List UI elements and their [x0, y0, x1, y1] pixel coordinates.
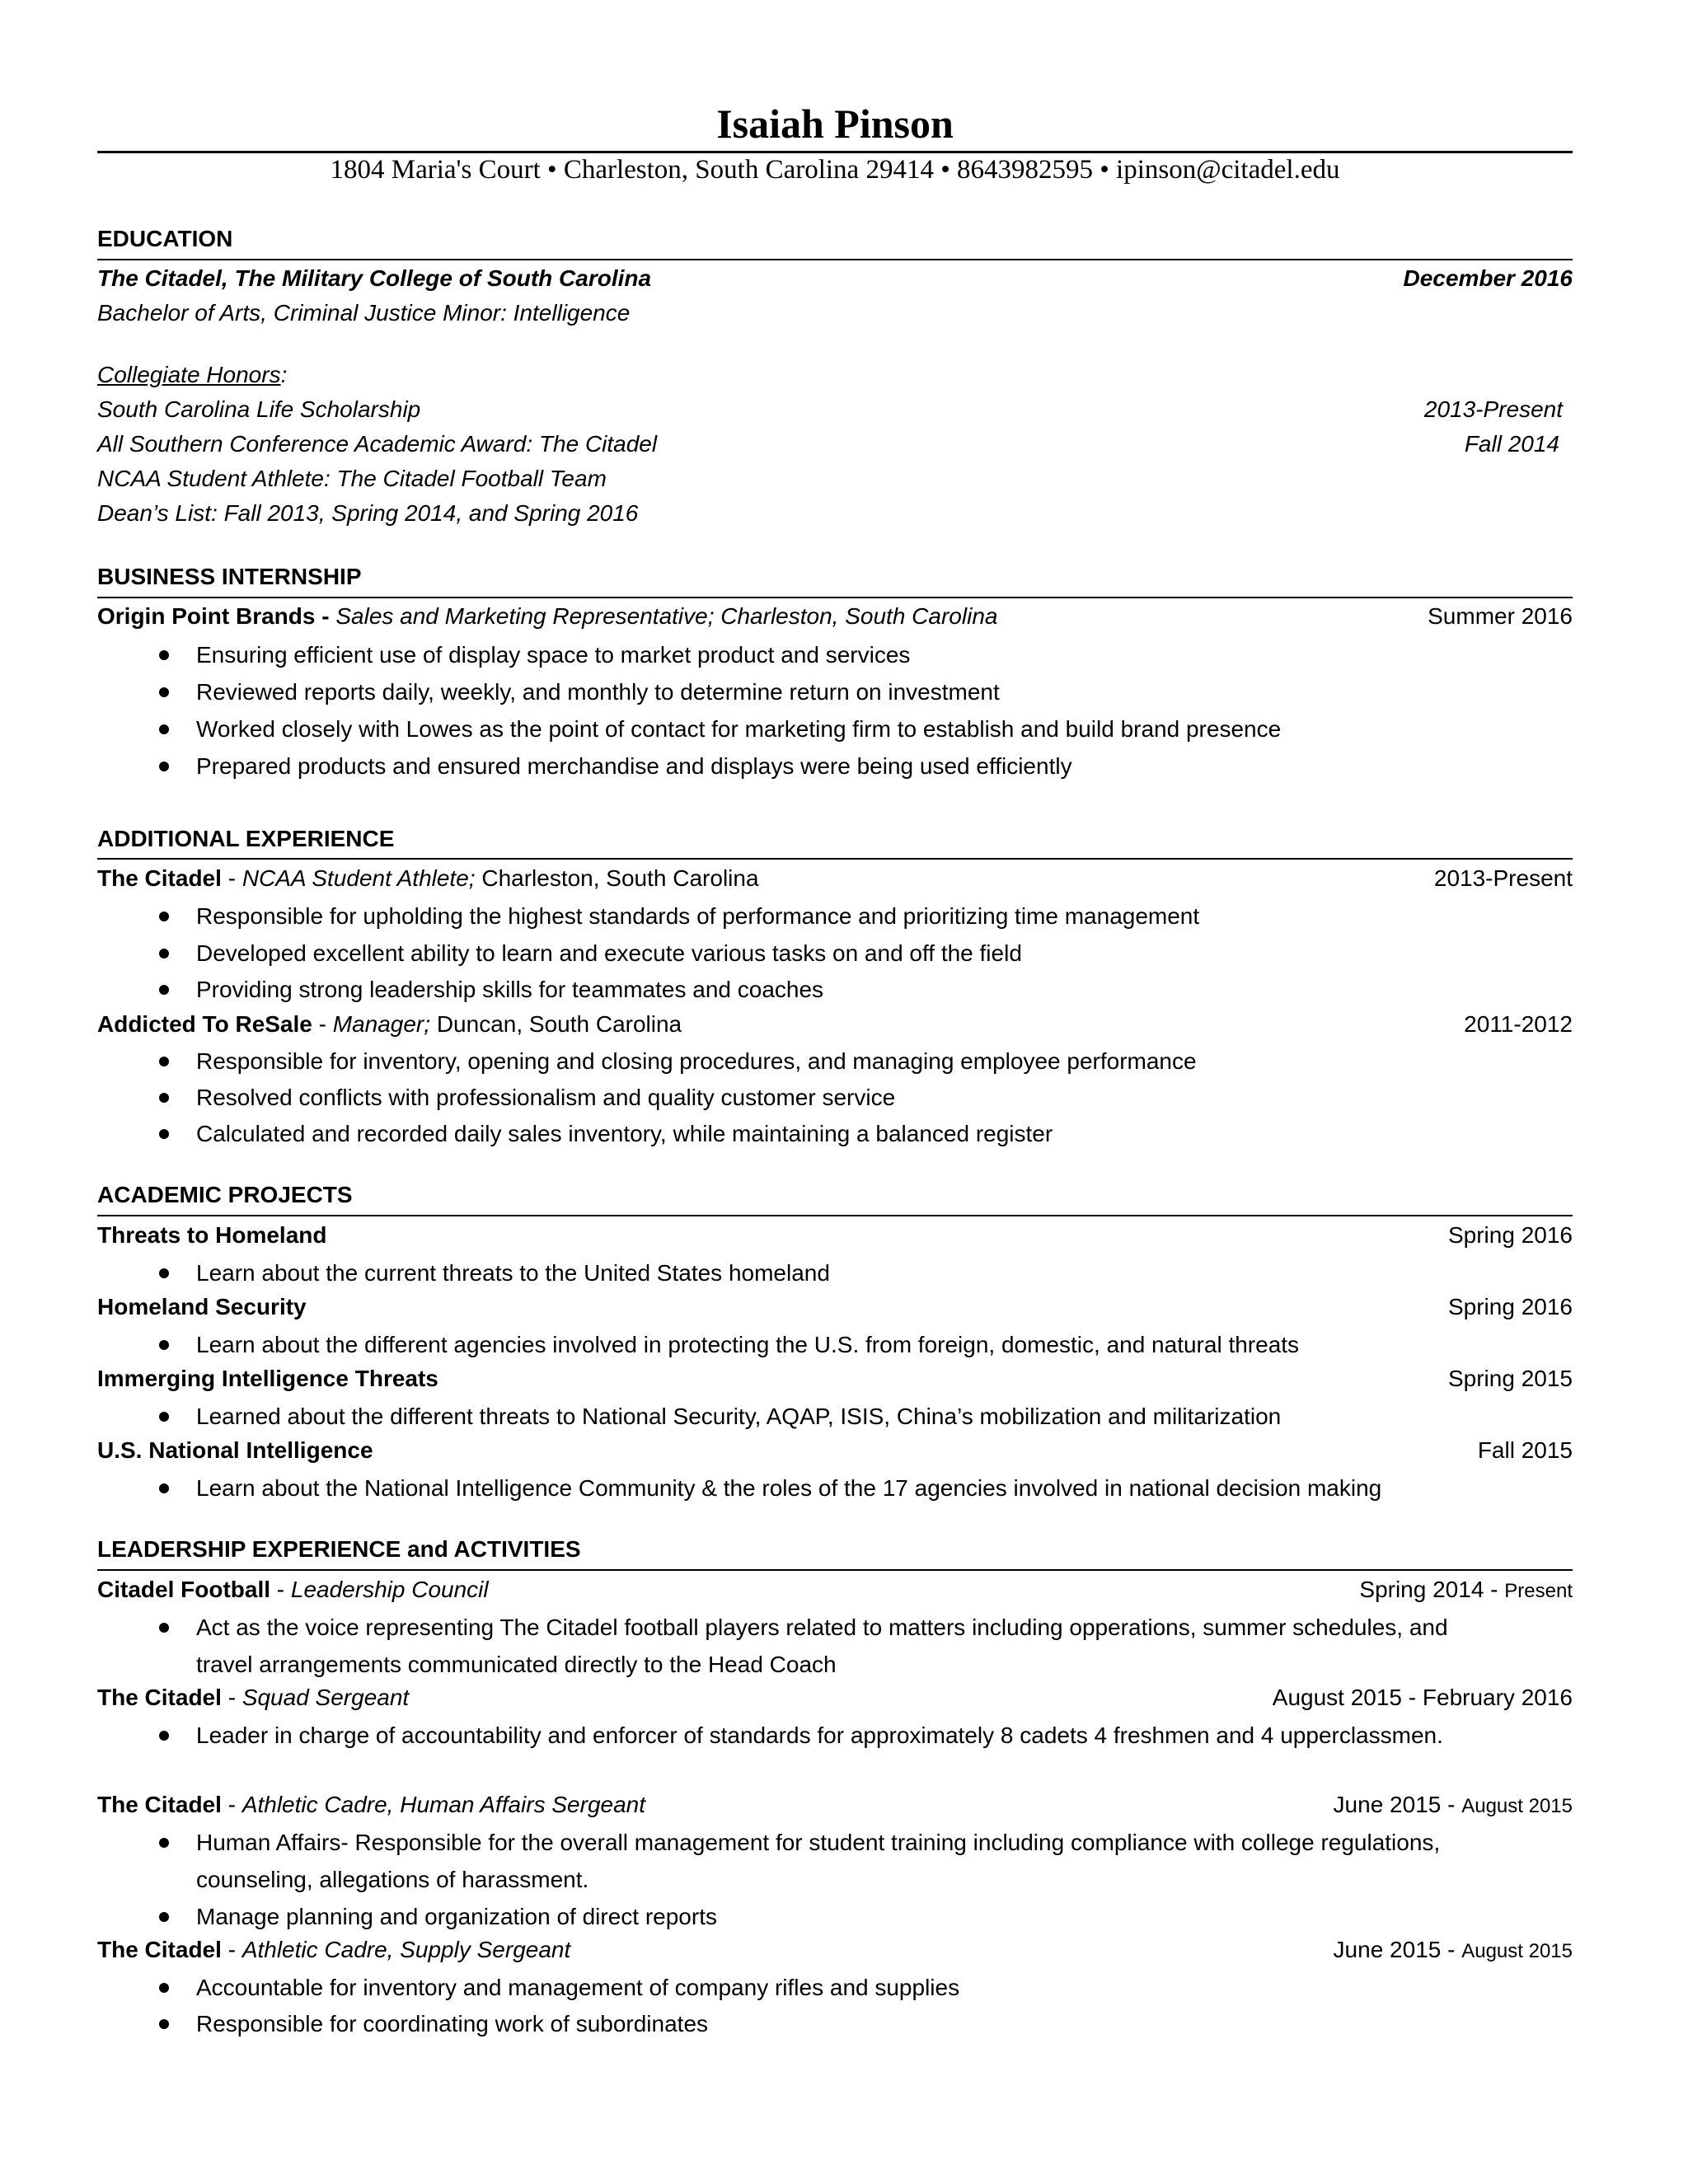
graduation-date: December 2016 [1403, 265, 1573, 291]
project-date: Spring 2016 [1447, 1222, 1573, 1248]
employer-name: Origin Point Brands - [97, 603, 330, 629]
job-role: Sales and Marketing Representative; Charleston, South Carolina [335, 603, 998, 629]
school-name: The Citadel, The Military College of South Carolina [97, 265, 652, 291]
leadership-date: June 2015 - August 2015 [1333, 1937, 1573, 1962]
honor-date: 2013-Present [1423, 396, 1563, 422]
internship-divider [97, 597, 1573, 598]
experience-entry-row: Addicted To ReSale - Manager; Duncan, South Carolina 2011-2012 [97, 1008, 1573, 1041]
project-row [97, 1434, 1573, 1467]
project-title: U.S. National Intelligence [97, 1437, 373, 1463]
leadership-date: Spring 2014 - Present [1359, 1577, 1573, 1602]
project-title: Immerging Intelligence Threats [97, 1366, 438, 1391]
leadership-role: Leadership Council [290, 1577, 489, 1602]
leadership-role: Athletic Cadre, Human Affairs Sergeant [241, 1792, 646, 1817]
internship-entry-row [97, 600, 1573, 633]
education-heading: EDUCATION [97, 226, 233, 251]
experience-divider [97, 858, 1573, 860]
honor-item [97, 428, 1573, 461]
honor-date: Fall 2014 [1464, 431, 1559, 457]
resume-name: Isaiah Pinson [716, 101, 954, 147]
project-row [97, 1219, 1573, 1252]
job-location: Duncan, South Carolina [430, 1011, 682, 1037]
job-date: 2013-Present [1433, 865, 1573, 891]
job-role: NCAA Student Athlete; [241, 865, 476, 891]
job-location: Charleston, South Carolina [475, 865, 759, 891]
honor-item [97, 497, 1573, 530]
org-name: The Citadel [97, 1685, 222, 1710]
leadership-entry-row: The Citadel - Athletic Cadre, Supply Sergeant June 2015 - August 2015 [97, 1933, 1573, 1966]
experience-heading: ADDITIONAL EXPERIENCE [97, 826, 395, 851]
honor-item [97, 462, 1573, 495]
leadership-role: Squad Sergeant [241, 1685, 410, 1710]
leadership-date: June 2015 - August 2015 [1333, 1792, 1573, 1817]
project-date: Fall 2015 [1477, 1437, 1573, 1463]
projects-divider [97, 1215, 1573, 1216]
honors-label-colon: : [280, 362, 288, 387]
degree-line: Bachelor of Arts, Criminal Justice Minor: Intelligence [97, 300, 631, 326]
honor-name: Dean’s List: Fall 2013, Spring 2014, and Spring 2016 [97, 500, 639, 526]
org-name: The Citadel [97, 1792, 222, 1817]
project-date: Spring 2015 [1447, 1366, 1573, 1391]
leadership-divider [97, 1569, 1573, 1571]
leadership-role: Athletic Cadre, Supply Sergeant [241, 1937, 571, 1962]
education-divider [97, 259, 1573, 260]
project-row [97, 1291, 1573, 1324]
honors-label: Collegiate Honors [97, 362, 281, 387]
leadership-entry-row: Citadel Football - Leadership Council Spring 2014 - Present [97, 1573, 1573, 1606]
honor-name: NCAA Student Athlete: The Citadel Football Team [97, 466, 607, 491]
job-date: Summer 2016 [1428, 603, 1573, 629]
job-role: Manager; [332, 1011, 431, 1037]
org-name: Citadel Football [97, 1577, 270, 1602]
honor-name: South Carolina Life Scholarship [97, 396, 421, 422]
project-date: Spring 2016 [1447, 1294, 1573, 1319]
honors-label-row [97, 359, 1573, 391]
employer-name: Addicted To ReSale [97, 1011, 312, 1037]
honor-name: All Southern Conference Academic Award: The Citadel [97, 431, 658, 457]
job-date: 2011-2012 [1464, 1011, 1573, 1037]
leadership-entry-row: The Citadel - Squad Sergeant August 2015 - February 2016 [97, 1681, 1573, 1714]
org-name: The Citadel [97, 1937, 222, 1962]
internship-heading: BUSINESS INTERNSHIP [97, 564, 362, 589]
projects-heading: ACADEMIC PROJECTS [97, 1182, 353, 1207]
leadership-date: August 2015 - February 2016 [1272, 1685, 1573, 1710]
leadership-entry-row: The Citadel - Athletic Cadre, Human Affairs Sergeant June 2015 - August 2015 [97, 1788, 1573, 1821]
project-title: Threats to Homeland [97, 1222, 327, 1248]
contact-line: 1804 Maria's Court • Charleston, South Carolina 29414 • 8643982595 • ipinson@citadel.edu [330, 155, 1340, 185]
leadership-heading: LEADERSHIP EXPERIENCE and ACTIVITIES [97, 1536, 581, 1562]
education-school-row [97, 262, 1573, 295]
project-title: Homeland Security [97, 1294, 307, 1319]
project-row [97, 1362, 1573, 1395]
employer-name: The Citadel [97, 865, 222, 891]
experience-entry-row: The Citadel - NCAA Student Athlete; Charleston, South Carolina 2013-Present [97, 862, 1573, 895]
honor-item [97, 393, 1573, 426]
